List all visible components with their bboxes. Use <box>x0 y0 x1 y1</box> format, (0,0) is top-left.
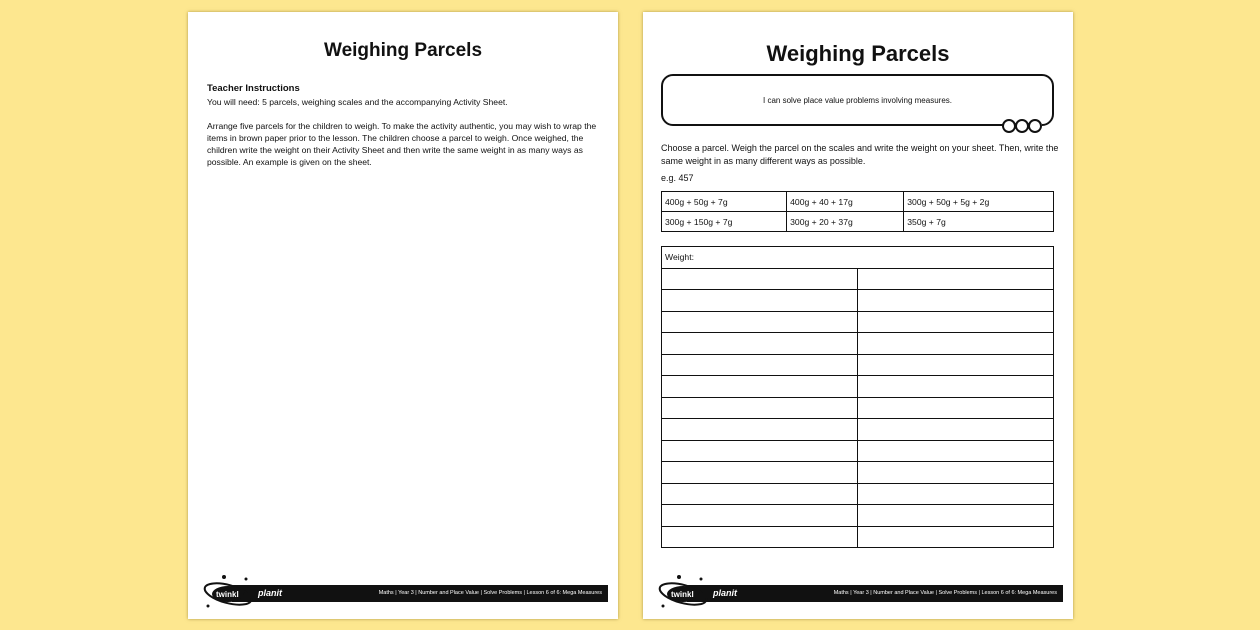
answer-row <box>662 397 1054 419</box>
answer-cell[interactable] <box>858 526 1054 548</box>
answer-row <box>662 354 1054 376</box>
example-label: e.g. 457 <box>661 173 694 183</box>
answer-cell[interactable] <box>662 505 858 527</box>
answer-row <box>662 419 1054 441</box>
answer-cell[interactable] <box>858 505 1054 527</box>
answer-cell[interactable] <box>662 354 858 376</box>
teacher-instructions-page <box>188 12 618 619</box>
instructions-heading: Teacher Instructions <box>207 83 300 94</box>
answer-cell[interactable] <box>662 397 858 419</box>
answer-row <box>662 505 1054 527</box>
answer-cell[interactable] <box>662 376 858 398</box>
planit-brand: planit <box>713 588 737 598</box>
answer-cell[interactable] <box>662 483 858 505</box>
page-title: Weighing Parcels <box>323 40 483 61</box>
answer-cell[interactable] <box>662 526 858 548</box>
answer-row <box>662 462 1054 484</box>
learning-objective: I can solve place value problems involving measures. <box>763 96 952 105</box>
teacher-instructions <box>207 83 607 180</box>
answer-table <box>661 246 1054 548</box>
answer-cell[interactable] <box>662 419 858 441</box>
example-cell: 300g + 20 + 37g <box>787 212 904 232</box>
answer-row <box>662 333 1054 355</box>
answer-cell[interactable] <box>858 333 1054 355</box>
answer-row <box>662 440 1054 462</box>
materials-text: You will need: 5 parcels, weighing scales and the accompanying Activity Sheet. <box>207 97 508 107</box>
example-cell: 300g + 150g + 7g <box>662 212 787 232</box>
table-row <box>662 212 1054 232</box>
answer-cell[interactable] <box>858 311 1054 333</box>
answer-cell[interactable] <box>662 311 858 333</box>
learning-objective-box <box>661 74 1054 126</box>
answer-row <box>662 483 1054 505</box>
answer-cell[interactable] <box>662 333 858 355</box>
footer-bar: Maths | Year 3 | Number and Place Value | Solve Problems | Lesson 6 of 6: Mega Measures <box>687 585 1063 602</box>
example-cell: 300g + 50g + 5g + 2g <box>904 192 1054 212</box>
footer <box>198 572 608 616</box>
answer-cell[interactable] <box>662 462 858 484</box>
example-cell: 400g + 40 + 17g <box>787 192 904 212</box>
example-cell: 350g + 7g <box>904 212 1054 232</box>
answer-row <box>662 376 1054 398</box>
answer-row <box>662 526 1054 548</box>
activity-instructions: Choose a parcel. Weigh the parcel on the scales and write the weight on your sheet. Then, write the same weight in as many different ways as possible. <box>661 143 1059 166</box>
answer-cell[interactable] <box>858 376 1054 398</box>
svg-text:twinkl: twinkl <box>216 590 239 599</box>
answer-row <box>662 290 1054 312</box>
answer-cell[interactable] <box>858 462 1054 484</box>
table-row <box>662 192 1054 212</box>
answer-cell[interactable] <box>858 440 1054 462</box>
answer-cell[interactable] <box>662 440 858 462</box>
weight-row <box>662 247 1054 269</box>
footer-bar: Maths | Year 3 | Number and Place Value | Solve Problems | Lesson 6 of 6: Mega Measures <box>232 585 608 602</box>
answer-cell[interactable] <box>662 290 858 312</box>
example-cell: 400g + 50g + 7g <box>662 192 787 212</box>
footer <box>653 572 1063 616</box>
answer-cell[interactable] <box>662 268 858 290</box>
answer-row <box>662 311 1054 333</box>
page-title: Weighing Parcels <box>766 41 950 66</box>
weight-label[interactable]: Weight: <box>662 247 1054 269</box>
twinkl-logo-icon <box>657 574 715 612</box>
activity-sheet-page <box>643 12 1073 619</box>
example-table <box>661 191 1054 232</box>
answer-cell[interactable] <box>858 354 1054 376</box>
answer-cell[interactable] <box>858 419 1054 441</box>
instructions-text: Arrange five parcels for the children to weigh. To make the activity authentic, you may wish to wrap the items in brown paper prior to the lesson. The children choose a parcel to weigh. Once weighed, the children write the weight on their Activity Sheet and then write the same weight in as many ways as possible. An example is given on the sheet. <box>207 121 597 167</box>
thought-bubble-dots-icon <box>1003 119 1042 133</box>
answer-cell[interactable] <box>858 397 1054 419</box>
answer-row <box>662 268 1054 290</box>
answer-cell[interactable] <box>858 290 1054 312</box>
svg-text:twinkl: twinkl <box>671 590 694 599</box>
answer-cell[interactable] <box>858 483 1054 505</box>
twinkl-logo-icon <box>202 574 260 612</box>
answer-cell[interactable] <box>858 268 1054 290</box>
planit-brand: planit <box>258 588 282 598</box>
